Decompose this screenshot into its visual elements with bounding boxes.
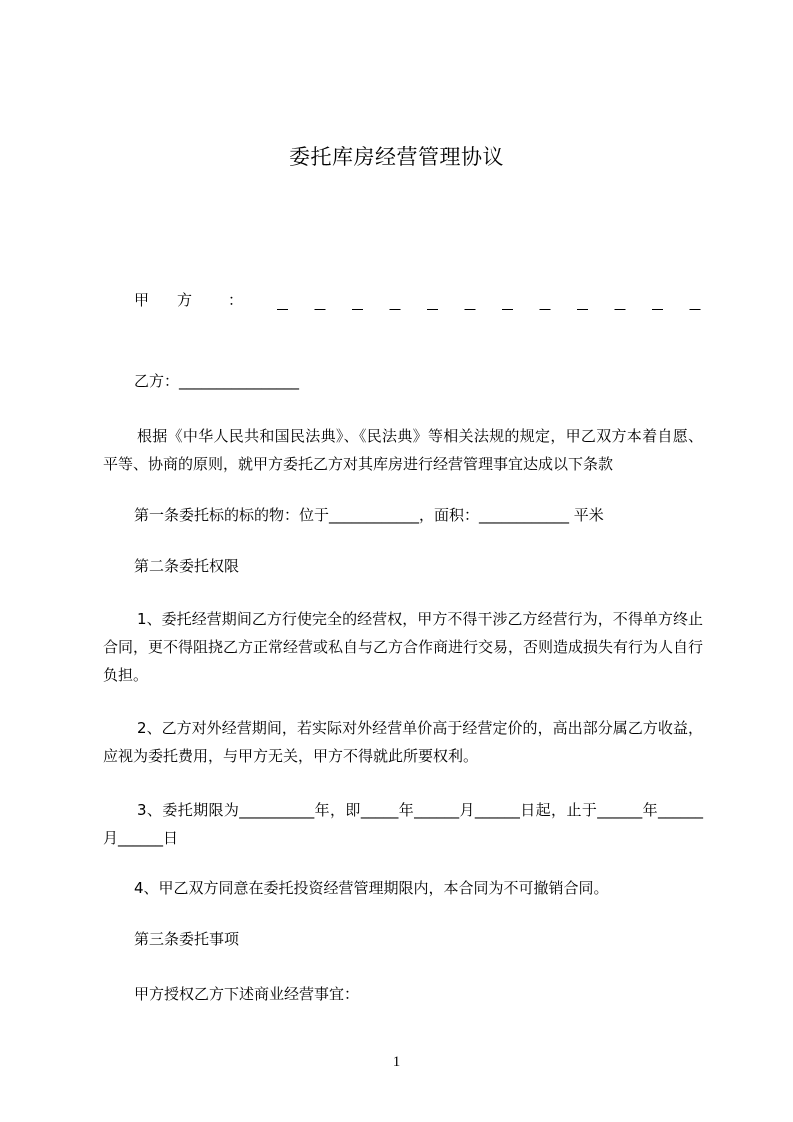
clause-3-paragraph: 3、委托期限为__________年，即_____年______月______日起，止于______年______月______日: [103, 801, 703, 847]
clause-2-paragraph: 2、乙方对外经营期间，若实际对外经营单价高于经营定价的，高出部分属乙方收益，应视为委托费用，与甲方无关，甲方不得就此所要权利。: [103, 719, 703, 765]
party-a-line: [134, 290, 704, 310]
party-b-line: 乙方：________________: [134, 372, 300, 390]
clause-1-paragraph: 1、委托经营期间乙方行使完全的经营权，甲方不得干涉乙方经营行为，不得单方终止合同，更不得阻挠乙方正常经营或私自与乙方合作商进行交易，否则造成损失有行为人自行负担。: [103, 610, 704, 684]
page-number: 1: [392, 1054, 401, 1070]
article-3-heading: 第三条委托事项: [134, 930, 240, 948]
party-a-label: 甲方: [134, 291, 221, 309]
article-3-intro: 甲方授权乙方下述商业经营事宜：: [134, 985, 360, 1003]
clause-4-paragraph: 4、甲乙双方同意在委托投资经营管理期限内，本合同为不可撤销合同。: [134, 879, 609, 897]
article-1: 第一条委托标的标的物：位于____________，面积：____________ 平米: [134, 506, 604, 524]
preamble-paragraph: 根据《中华人民共和国民法典》、《民法典》等相关法规的规定，甲乙双方本着自愿、平等、协商的原则，就甲方委托乙方对其库房进行经营管理事宜达成以下条款: [103, 427, 703, 473]
article-2-heading: 第二条委托权限: [134, 557, 240, 575]
party-a-colon: ：: [228, 291, 244, 309]
document-title: 委托库房经营管理协议: [289, 145, 504, 169]
party-a-blank-line: [277, 298, 704, 310]
